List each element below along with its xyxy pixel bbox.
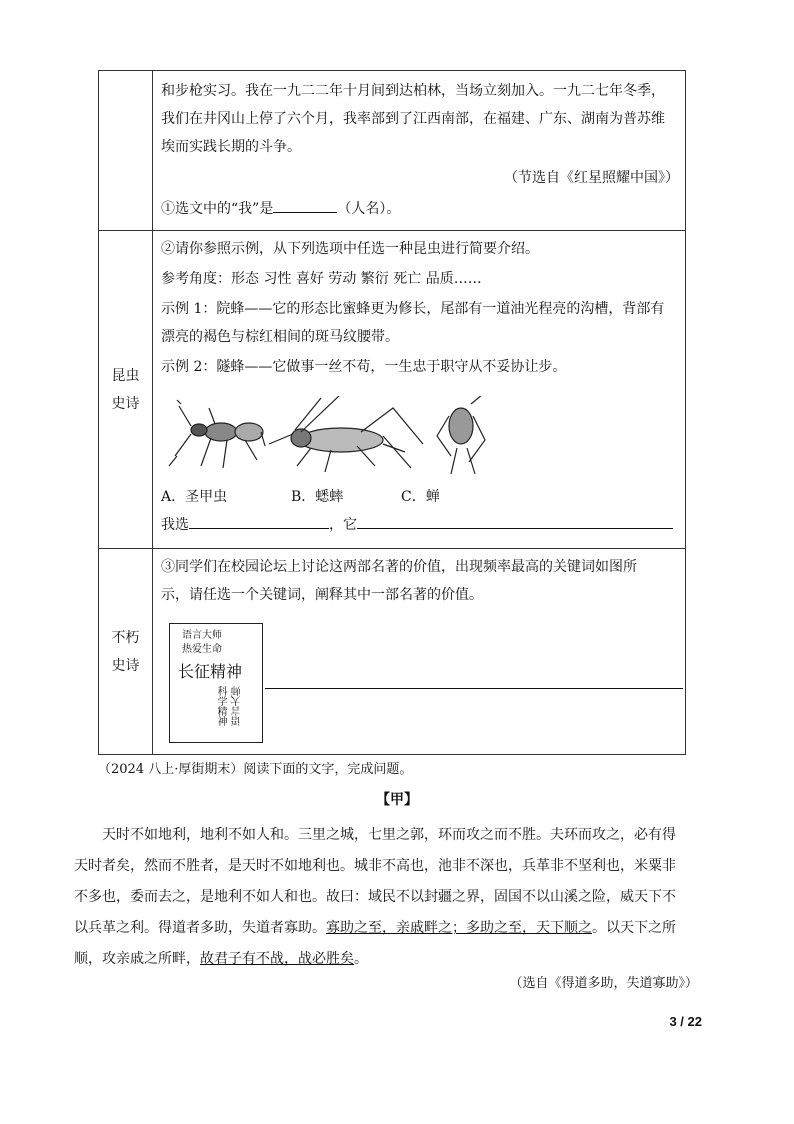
passage-line: 天时不如地利，地利不如人和。三里之城，七里之郭，环而攻之而不胜。夫环而攻之，必有得 <box>102 827 676 843</box>
row2-content-cell <box>153 231 686 549</box>
passage-line: 天时者矣，然而不胜者，是天时不如地利也。城非不高也，池非不深也，兵革非不坚利也，米粟非 <box>74 858 676 874</box>
page-number: 3 / 22 <box>669 1014 702 1029</box>
answer-blank-intro[interactable] <box>357 512 673 529</box>
option-a[interactable]: A．圣甲虫 <box>161 489 228 505</box>
row3-content-cell <box>153 549 686 755</box>
reference-angles: 参考角度：形态 习性 喜好 劳动 繁衍 死亡 品质…… <box>161 271 482 287</box>
cicada-image <box>437 396 485 474</box>
row1-content-cell <box>153 71 686 231</box>
section-title: 【甲】 <box>376 792 418 808</box>
excerpt-source: （节选自《红星照耀中国》） <box>504 170 679 186</box>
excerpt-line: 埃而实践长期的斗争。 <box>161 139 301 155</box>
answer-blank-1[interactable] <box>273 196 337 213</box>
cricket-image <box>269 396 423 472</box>
keyword-line-2: 热爱生命 <box>182 644 222 655</box>
choose-answer-line: 我选 ，它 <box>161 511 673 539</box>
passage-line: 不多也，委而去之，是地利不如人和也。故曰：域民不以封疆之界，固国不以山溪之险，威天下不 <box>74 889 676 905</box>
question-intro: （2024 八上·厚街期末）阅读下面的文字，完成问题。 <box>98 762 413 777</box>
keyword-vertical-1: 科学精神 <box>215 686 226 726</box>
answer-line-3[interactable] <box>265 688 683 689</box>
excerpt-line: 我们在井冈山上停了六个月，我率部到了江西南部，在福建、广东、湖南为普苏维 <box>161 111 665 127</box>
example-2: 示例 2：隧蜂——它做事一丝不苟，一生忠于职守从不妥协让步。 <box>161 359 567 375</box>
row2-label: 昆虫史诗 <box>99 231 153 549</box>
keyword-vertical-2: 语言大师 <box>232 686 243 726</box>
keyword-main: 长征精神 <box>178 662 243 681</box>
underlined-sentence-2: 故君子有不战，战必胜矣 <box>200 951 354 967</box>
keyword-line-1: 语言大师 <box>182 630 222 641</box>
example-1: 示例 1：院蜂——它的形态比蜜蜂更为修长，尾部有一道油光程亮的沟槽，背部有 <box>161 301 665 317</box>
passage-line: 顺，攻亲戚之所畔，故君子有不战，战必胜矣。 <box>74 951 368 967</box>
question-table <box>98 70 686 755</box>
row1-label-cell <box>99 71 153 231</box>
option-b[interactable]: B．蟋蟀 <box>291 489 344 505</box>
example-1-cont: 漂亮的褐色与棕红相间的斑马纹腰带。 <box>161 329 399 345</box>
row3-label: 不朽史诗 <box>99 549 153 755</box>
question-3-cont: 示，请任选一个关键词，阐释其中一部名著的价值。 <box>161 587 483 603</box>
excerpt-line: 和步枪实习。我在一九二二年十月间到达柏林，当场立刻加入。一九二七年冬季， <box>161 83 665 99</box>
passage-line: 以兵革之利。得道者多助，失道者寡助。寡助之至，亲戚畔之；多助之至，天下顺之。以天下之所 <box>74 920 676 936</box>
question-3: ③同学们在校园论坛上讨论这两部名著的价值，出现频率最高的关键词如图所 <box>161 559 637 575</box>
insect-options <box>161 483 673 511</box>
option-c[interactable]: C．蝉 <box>401 489 440 505</box>
passage-source: （选自《得道多助，失道寡助》） <box>509 976 698 991</box>
keyword-card-image <box>169 623 263 743</box>
scarab-beetle-image <box>169 400 265 468</box>
underlined-sentence-1: 寡助之至，亲戚畔之；多助之至，天下顺之 <box>326 920 592 936</box>
question-1: ①选文中的“我”是 （人名）。 <box>161 195 685 223</box>
answer-blank-choice[interactable] <box>189 512 329 529</box>
classical-passage <box>74 820 714 975</box>
question-2: ②请你参照示例，从下列选项中任选一种昆虫进行简要介绍。 <box>161 241 539 257</box>
insect-illustrations <box>161 396 501 478</box>
